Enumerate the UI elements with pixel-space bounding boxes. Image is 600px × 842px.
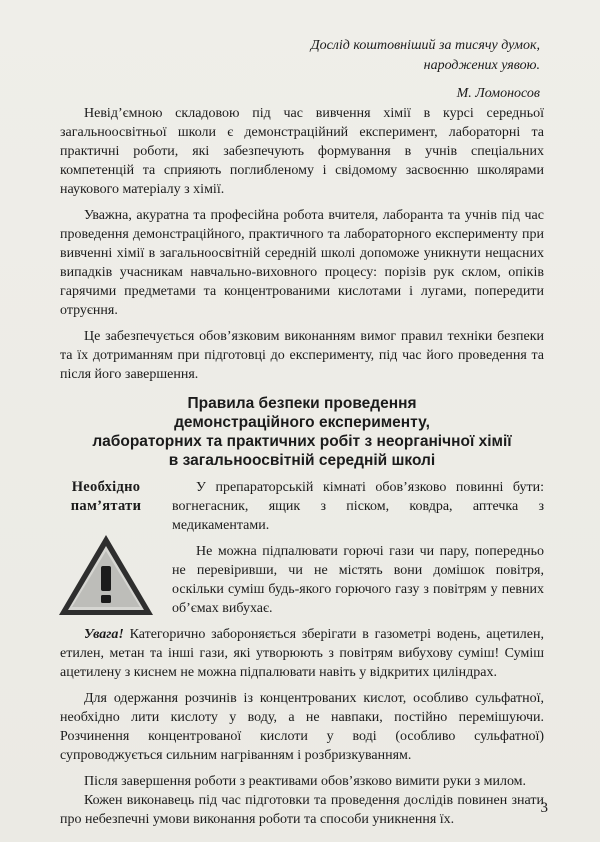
- uvaga-label: Увага!: [84, 627, 124, 642]
- intro-paragraph-1: Невід’ємною складовою під час вивчення хімії в курсі середньої загальноосвітньої школи є демонстраційний експеримент, лабораторні та практичні роботи, які забезпечують формування в учнів спеціальних компетенцій та сприяють поглибленому і свідомому засвоєнню школярами наукового матеріалу з хімії.: [60, 106, 544, 197]
- warning-title-line-2: пам’ятати: [70, 498, 142, 514]
- uvaga-paragraph: [60, 625, 544, 682]
- epigraph-author: М. Ломоносов: [456, 86, 540, 101]
- epigraph-line-1: Дослід коштовніший за тисячу думок,: [310, 38, 540, 53]
- warning-title-line-1: Необхідно: [71, 479, 141, 495]
- warning-block: [60, 478, 544, 618]
- warning-paragraph-2: Не можна підпалювати горючі гази чи пару, попередньо не перевіривши, чи не містять вони домішок повітря, оскільки суміш будь-якого горючого газу з повітрям у певних об’ємах вибухає.: [172, 544, 544, 616]
- heading-line-4: в загальноосвітній середній школі: [168, 452, 436, 469]
- section-heading: [60, 394, 544, 470]
- intro-paragraph-2: Уважна, акуратна та професійна робота вчителя, лаборанта та учнів під час проведення демонстраційного, практичного та лабораторного експерименту при вивченні хімії в загальноосвітній середній школі допоможе уникнути нещасних випадків учасникам навчально-виховного процесу: порізів рук склом, опіків гарячими предметами та концентрованими кислотами і лугами, попередити отруєння.: [60, 208, 544, 318]
- warning-paragraph-1: У препараторській кімнаті обов’язково повинні бути: вогнегасник, ящик з піском, ковдра, аптечка з медикаментами.: [172, 480, 544, 533]
- heading-line-2: демонстраційного експерименту,: [174, 414, 430, 431]
- warning-triangle-icon: [56, 532, 156, 618]
- heading-line-3: лабораторних та практичних робіт з неорганічної хімії: [92, 433, 512, 450]
- warning-title: [60, 478, 152, 516]
- knowledge-paragraph: Кожен виконавець під час підготовки та проведення дослідів повинен знати про небезпечні умови виконання роботи та способи уникнення їх.: [60, 793, 544, 827]
- warning-content: [172, 478, 544, 618]
- page-body: [60, 104, 544, 836]
- wash-hands-paragraph: Після завершення роботи з реактивами обов’язково вимити руки з милом.: [84, 774, 527, 789]
- uvaga-text: Категорично забороняється зберігати в газометрі водень, ацетилен, етилен, метан та інші гази, які утворюють з повітрям вибухову суміш! Суміш ацетилену з киснем не можна підпалювати навіть у відкритих циліндрах.: [60, 627, 544, 680]
- page-number: 3: [540, 800, 548, 816]
- acid-paragraph: Для одержання розчинів із концентрованих кислот, особливо сульфатної, необхідно лити кислоту у воду, а не навпаки, постійно перемішуючи. Розчинення концентрованої кислоти у воді (особливо сульфатної) супроводжується сильним нагріванням і розбризкуванням.: [60, 691, 544, 763]
- heading-line-1: Правила безпеки проведення: [187, 395, 417, 412]
- epigraph: [240, 36, 540, 104]
- epigraph-line-2: народжених уявою.: [423, 58, 540, 73]
- intro-paragraph-3: Це забезпечується обов’язковим виконанням вимог правил техніки безпеки та їх дотриманням при підготовці до експерименту, під час його проведення та після його завершення.: [60, 329, 544, 382]
- warning-sidebar: [60, 478, 152, 618]
